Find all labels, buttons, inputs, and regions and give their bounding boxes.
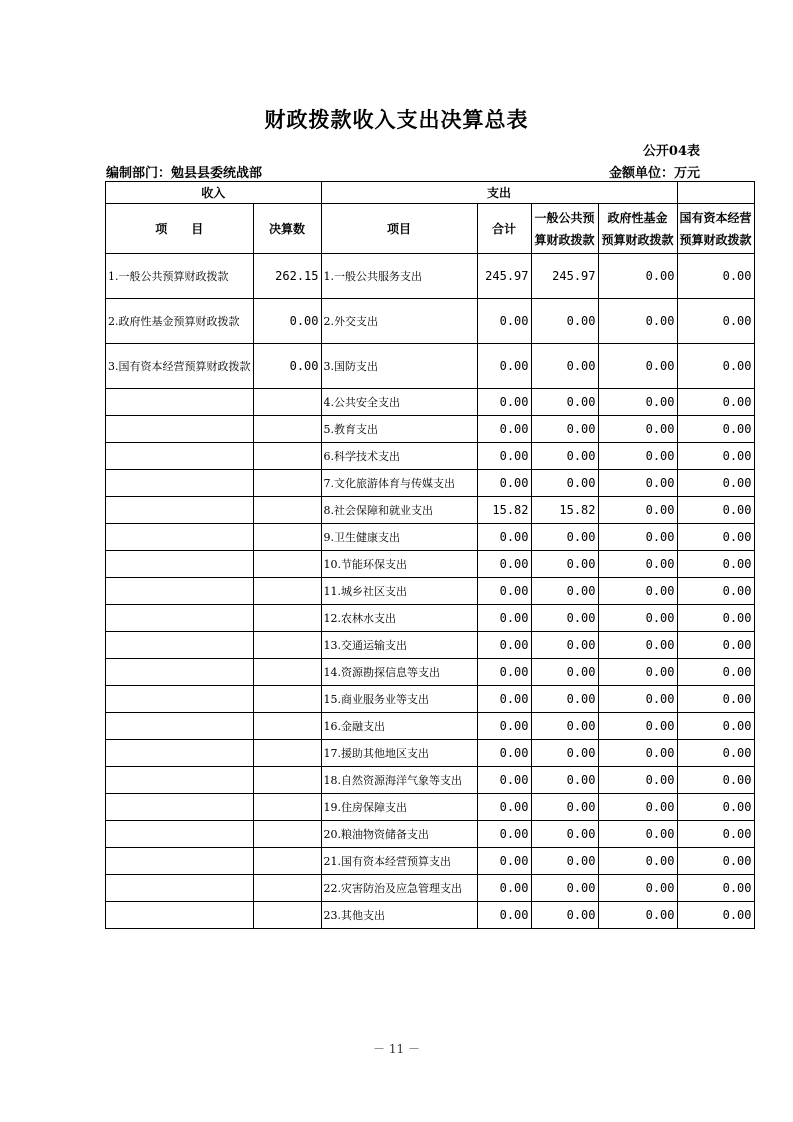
expense-general-budget: 0.00	[531, 605, 598, 632]
expense-total: 245.97	[477, 254, 531, 299]
expense-state-capital: 0.00	[677, 344, 754, 389]
income-amount-empty	[253, 740, 321, 767]
income-item-empty	[106, 848, 254, 875]
income-amount-empty	[253, 551, 321, 578]
table-row	[106, 551, 755, 578]
expense-total: 0.00	[477, 416, 531, 443]
income-amount-empty	[253, 470, 321, 497]
form-number: 公开04表	[642, 144, 700, 159]
expense-general-budget: 0.00	[531, 686, 598, 713]
expense-item: 9.卫生健康支出	[321, 524, 477, 551]
expense-general-budget: 0.00	[531, 659, 598, 686]
expense-total: 0.00	[477, 902, 531, 929]
income-item-empty	[106, 551, 254, 578]
expense-general-budget: 0.00	[531, 389, 598, 416]
expense-item: 7.文化旅游体育与传媒支出	[321, 470, 477, 497]
income-item-empty	[106, 713, 254, 740]
general-budget-header: 一般公共预 算财政拨款	[531, 204, 598, 254]
expense-gov-fund: 0.00	[598, 848, 677, 875]
table-row	[106, 794, 755, 821]
table-row	[106, 578, 755, 605]
income-item-empty	[106, 578, 254, 605]
expense-gov-fund: 0.00	[598, 416, 677, 443]
income-amount-empty	[253, 497, 321, 524]
expense-item: 15.商业服务业等支出	[321, 686, 477, 713]
expense-general-budget: 0.00	[531, 902, 598, 929]
expense-item: 2.外交支出	[321, 299, 477, 344]
expense-item: 14.资源勘探信息等支出	[321, 659, 477, 686]
income-item: 2.政府性基金预算财政拨款	[106, 299, 254, 344]
expense-item: 17.援助其他地区支出	[321, 740, 477, 767]
expense-state-capital: 0.00	[677, 605, 754, 632]
table-row	[106, 875, 755, 902]
expense-state-capital: 0.00	[677, 443, 754, 470]
table-row	[106, 902, 755, 929]
expense-state-capital: 0.00	[677, 254, 754, 299]
compiling-department: 编制部门：勉县县委统战部	[106, 166, 263, 181]
expense-general-budget: 0.00	[531, 740, 598, 767]
expense-total: 0.00	[477, 740, 531, 767]
income-item-empty	[106, 605, 254, 632]
expense-total: 0.00	[477, 632, 531, 659]
expense-general-budget: 0.00	[531, 875, 598, 902]
expense-state-capital: 0.00	[677, 848, 754, 875]
expense-general-budget: 0.00	[531, 524, 598, 551]
income-amount-empty	[253, 416, 321, 443]
table-row	[106, 848, 755, 875]
expense-gov-fund: 0.00	[598, 767, 677, 794]
table-row	[106, 497, 755, 524]
income-amount-header: 决算数	[253, 204, 321, 254]
expense-gov-fund: 0.00	[598, 686, 677, 713]
income-amount-empty	[253, 524, 321, 551]
table-row	[106, 659, 755, 686]
table-row	[106, 632, 755, 659]
income-item-empty	[106, 524, 254, 551]
expense-item: 4.公共安全支出	[321, 389, 477, 416]
expense-state-capital: 0.00	[677, 659, 754, 686]
income-item-empty	[106, 443, 254, 470]
table-row	[106, 740, 755, 767]
income-amount-empty	[253, 875, 321, 902]
expense-state-capital: 0.00	[677, 902, 754, 929]
income-item-empty	[106, 659, 254, 686]
expense-item: 12.农林水支出	[321, 605, 477, 632]
expense-gov-fund: 0.00	[598, 713, 677, 740]
expense-item: 8.社会保障和就业支出	[321, 497, 477, 524]
income-amount: 0.00	[253, 344, 321, 389]
expense-general-budget: 0.00	[531, 767, 598, 794]
income-item-empty	[106, 470, 254, 497]
expense-item: 11.城乡社区支出	[321, 578, 477, 605]
expense-total: 15.82	[477, 497, 531, 524]
income-amount-empty	[253, 605, 321, 632]
expense-state-capital: 0.00	[677, 632, 754, 659]
expense-general-budget: 0.00	[531, 551, 598, 578]
amount-unit: 金额单位：万元	[608, 166, 700, 181]
expense-general-budget: 0.00	[531, 344, 598, 389]
expense-gov-fund: 0.00	[598, 470, 677, 497]
income-amount: 262.15	[253, 254, 321, 299]
expense-gov-fund: 0.00	[598, 821, 677, 848]
expense-total: 0.00	[477, 821, 531, 848]
page-title: 财政拨款收入支出决算总表	[264, 107, 529, 132]
expense-total: 0.00	[477, 578, 531, 605]
income-amount-empty	[253, 821, 321, 848]
expense-general-budget: 0.00	[531, 632, 598, 659]
table-row	[106, 686, 755, 713]
expense-gov-fund: 0.00	[598, 344, 677, 389]
expense-total: 0.00	[477, 713, 531, 740]
table-row	[106, 713, 755, 740]
expense-gov-fund: 0.00	[598, 578, 677, 605]
blank-header	[677, 182, 754, 204]
expense-gov-fund: 0.00	[598, 524, 677, 551]
expense-total: 0.00	[477, 389, 531, 416]
expense-general-budget: 15.82	[531, 497, 598, 524]
income-item-empty	[106, 497, 254, 524]
expense-gov-fund: 0.00	[598, 299, 677, 344]
expense-gov-fund: 0.00	[598, 497, 677, 524]
income-item: 3.国有资本经营预算财政拨款	[106, 344, 254, 389]
expense-state-capital: 0.00	[677, 551, 754, 578]
expense-total: 0.00	[477, 875, 531, 902]
expense-gov-fund: 0.00	[598, 875, 677, 902]
state-capital-header: 国有资本经营 预算财政拨款	[677, 204, 754, 254]
table-row	[106, 605, 755, 632]
income-item: 1.一般公共预算财政拨款	[106, 254, 254, 299]
expense-state-capital: 0.00	[677, 470, 754, 497]
income-item-empty	[106, 902, 254, 929]
income-item-empty	[106, 740, 254, 767]
expense-item: 1.一般公共服务支出	[321, 254, 477, 299]
expense-item-header: 项目	[321, 204, 477, 254]
appropriation-summary-table	[105, 181, 755, 929]
expense-state-capital: 0.00	[677, 416, 754, 443]
expense-total: 0.00	[477, 848, 531, 875]
expense-total: 0.00	[477, 344, 531, 389]
total-header: 合计	[477, 204, 531, 254]
expense-total: 0.00	[477, 443, 531, 470]
expense-state-capital: 0.00	[677, 821, 754, 848]
expense-state-capital: 0.00	[677, 767, 754, 794]
table-row	[106, 767, 755, 794]
income-amount-empty	[253, 848, 321, 875]
expense-state-capital: 0.00	[677, 740, 754, 767]
expense-general-budget: 0.00	[531, 416, 598, 443]
table-row	[106, 443, 755, 470]
page-number: － 11 －	[373, 1042, 420, 1056]
expense-gov-fund: 0.00	[598, 389, 677, 416]
income-amount-empty	[253, 794, 321, 821]
income-item-empty	[106, 767, 254, 794]
income-item-empty	[106, 389, 254, 416]
expense-total: 0.00	[477, 659, 531, 686]
expense-total: 0.00	[477, 524, 531, 551]
expense-general-budget: 0.00	[531, 821, 598, 848]
income-item-empty	[106, 686, 254, 713]
income-item-empty	[106, 632, 254, 659]
expense-general-budget: 0.00	[531, 299, 598, 344]
expense-general-budget: 245.97	[531, 254, 598, 299]
expense-state-capital: 0.00	[677, 713, 754, 740]
income-amount: 0.00	[253, 299, 321, 344]
expense-state-capital: 0.00	[677, 299, 754, 344]
expense-item: 6.科学技术支出	[321, 443, 477, 470]
income-amount-empty	[253, 578, 321, 605]
table-row	[106, 389, 755, 416]
expense-item: 3.国防支出	[321, 344, 477, 389]
income-amount-empty	[253, 632, 321, 659]
expense-item: 19.住房保障支出	[321, 794, 477, 821]
expense-state-capital: 0.00	[677, 524, 754, 551]
expense-header: 支出	[321, 182, 677, 204]
income-item-empty	[106, 875, 254, 902]
expense-total: 0.00	[477, 605, 531, 632]
expense-item: 21.国有资本经营预算支出	[321, 848, 477, 875]
expense-state-capital: 0.00	[677, 389, 754, 416]
expense-item: 22.灾害防治及应急管理支出	[321, 875, 477, 902]
expense-gov-fund: 0.00	[598, 740, 677, 767]
expense-state-capital: 0.00	[677, 794, 754, 821]
income-amount-empty	[253, 389, 321, 416]
table-row	[106, 821, 755, 848]
income-item-empty	[106, 416, 254, 443]
expense-state-capital: 0.00	[677, 875, 754, 902]
gov-fund-header: 政府性基金 预算财政拨款	[598, 204, 677, 254]
table-row	[106, 524, 755, 551]
expense-gov-fund: 0.00	[598, 902, 677, 929]
expense-gov-fund: 0.00	[598, 254, 677, 299]
expense-state-capital: 0.00	[677, 497, 754, 524]
income-item-empty	[106, 794, 254, 821]
expense-gov-fund: 0.00	[598, 551, 677, 578]
expense-item: 13.交通运输支出	[321, 632, 477, 659]
income-item-empty	[106, 821, 254, 848]
expense-gov-fund: 0.00	[598, 605, 677, 632]
income-item-header: 项 目	[106, 204, 254, 254]
income-amount-empty	[253, 902, 321, 929]
expense-state-capital: 0.00	[677, 578, 754, 605]
expense-total: 0.00	[477, 767, 531, 794]
expense-general-budget: 0.00	[531, 848, 598, 875]
expense-total: 0.00	[477, 686, 531, 713]
income-amount-empty	[253, 443, 321, 470]
table-row	[106, 299, 755, 344]
expense-item: 10.节能环保支出	[321, 551, 477, 578]
expense-gov-fund: 0.00	[598, 794, 677, 821]
expense-total: 0.00	[477, 470, 531, 497]
expense-total: 0.00	[477, 299, 531, 344]
expense-general-budget: 0.00	[531, 713, 598, 740]
expense-total: 0.00	[477, 794, 531, 821]
expense-item: 18.自然资源海洋气象等支出	[321, 767, 477, 794]
expense-item: 20.粮油物资储备支出	[321, 821, 477, 848]
expense-item: 23.其他支出	[321, 902, 477, 929]
expense-general-budget: 0.00	[531, 794, 598, 821]
expense-total: 0.00	[477, 551, 531, 578]
table-row	[106, 344, 755, 389]
expense-general-budget: 0.00	[531, 443, 598, 470]
expense-item: 5.教育支出	[321, 416, 477, 443]
expense-gov-fund: 0.00	[598, 632, 677, 659]
income-amount-empty	[253, 713, 321, 740]
expense-general-budget: 0.00	[531, 470, 598, 497]
expense-item: 16.金融支出	[321, 713, 477, 740]
income-header: 收入	[106, 182, 322, 204]
expense-general-budget: 0.00	[531, 578, 598, 605]
table-row	[106, 470, 755, 497]
expense-gov-fund: 0.00	[598, 659, 677, 686]
income-amount-empty	[253, 686, 321, 713]
expense-gov-fund: 0.00	[598, 443, 677, 470]
expense-state-capital: 0.00	[677, 686, 754, 713]
table-row	[106, 416, 755, 443]
income-amount-empty	[253, 767, 321, 794]
income-amount-empty	[253, 659, 321, 686]
table-row	[106, 254, 755, 299]
